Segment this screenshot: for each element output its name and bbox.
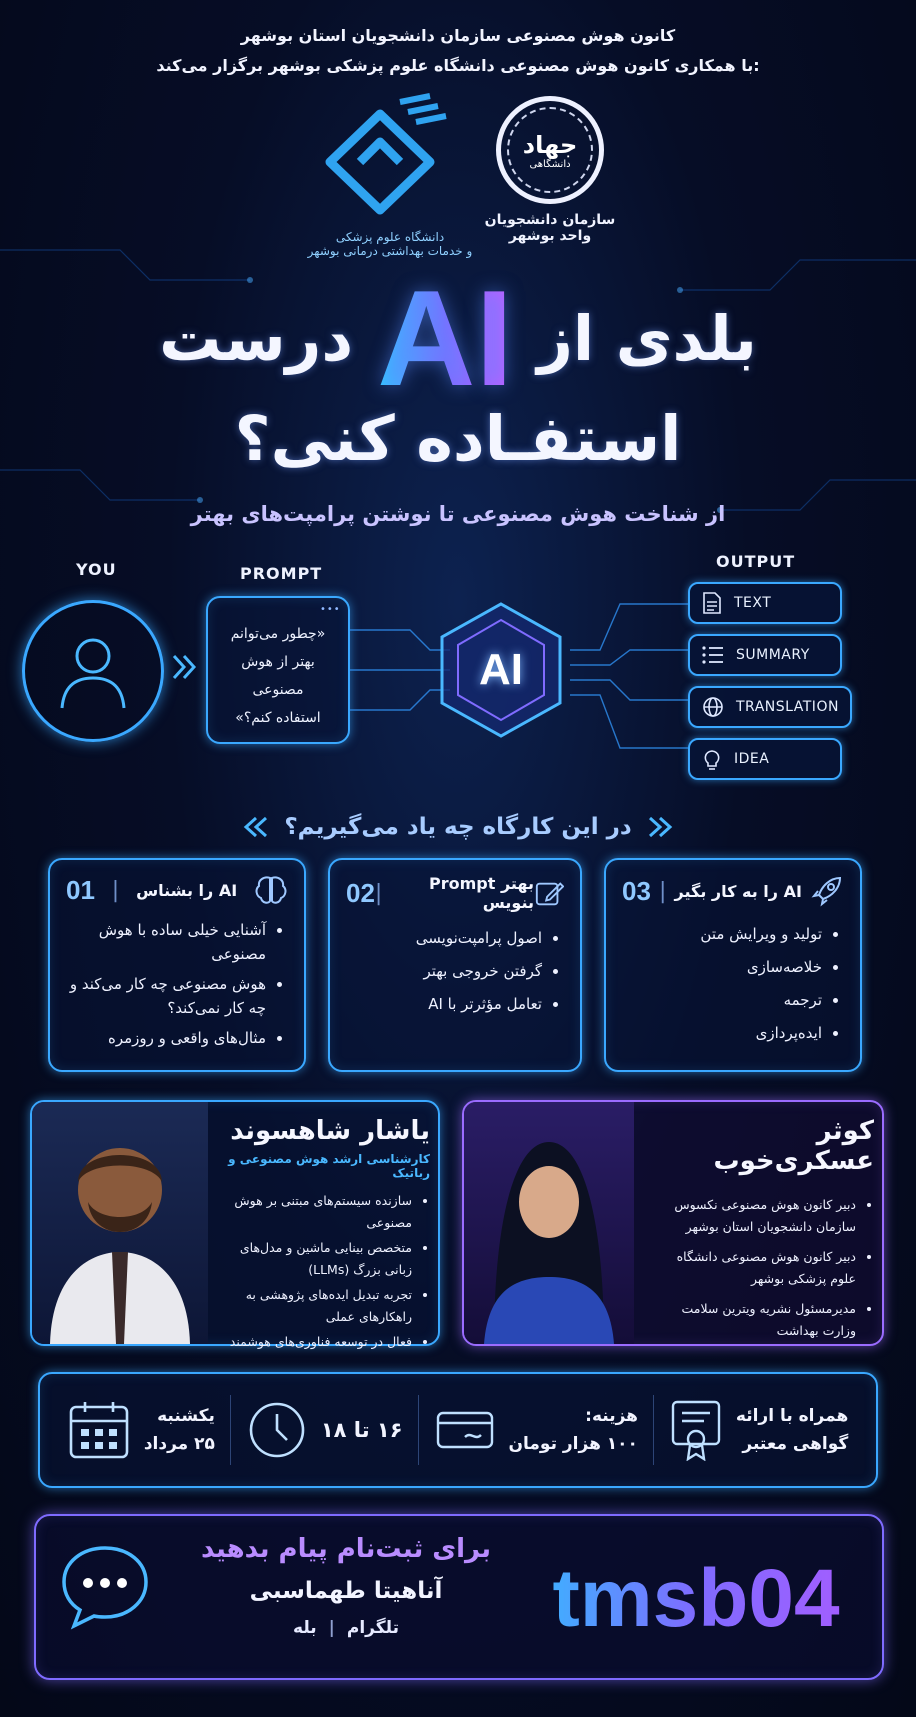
chevron-right-icon-2 bbox=[646, 816, 674, 838]
document-icon bbox=[702, 592, 722, 614]
jahad-caption-1: سازمان دانشجویان bbox=[484, 212, 616, 228]
you-avatar bbox=[22, 600, 164, 742]
person-portrait-icon-2 bbox=[464, 1102, 634, 1344]
jahad-seal-word: جهاد bbox=[522, 130, 578, 159]
clock-icon bbox=[247, 1400, 307, 1460]
title-line-2: استفـاده کنی؟ bbox=[234, 402, 682, 475]
telegram-handle[interactable]: tmsb04 bbox=[526, 1554, 866, 1644]
rocket-icon bbox=[810, 874, 844, 908]
app-telegram: تلگرام bbox=[346, 1618, 399, 1638]
speaker-left-photo bbox=[32, 1102, 208, 1344]
jahad-seal-sub: دانشگاهی bbox=[529, 158, 571, 170]
speaker-left-list: • سازنده سیستم‌های مبتنی بر هوش مصنوعی • متخصص بینایی ماشین و مدل‌های زبانی بزرگ (LLMs) • تجربه تبدیل ایده‌های پژوهشی به راهکارهای عملی • فعال در توسعه فناوری‌های هوشمند bbox=[218, 1190, 430, 1353]
prompt-text-1: «چطور می‌توانم bbox=[230, 626, 326, 642]
learn-card-03: AI را به کار بگیر | 03 • تولید و ویرایش متن • خلاصه‌سازی • ترجمه • ایده‌پردازی bbox=[604, 858, 862, 1072]
chat-bubble-icon bbox=[60, 1544, 150, 1630]
calendar-icon bbox=[68, 1399, 130, 1461]
learn-heading-row bbox=[0, 814, 916, 840]
user-icon bbox=[48, 626, 138, 716]
chevron-right-icon bbox=[170, 652, 200, 682]
info-bar bbox=[38, 1372, 878, 1488]
card-03-list: • تولید و ویرایش متن • خلاصه‌سازی • ترجمه • ایده‌پردازی bbox=[622, 922, 844, 1046]
jahad-seal-icon bbox=[496, 96, 604, 204]
output-list bbox=[688, 582, 852, 780]
app-bale: بله bbox=[293, 1618, 317, 1638]
you-label: YOU bbox=[76, 560, 117, 579]
speaker-right-photo bbox=[464, 1102, 634, 1344]
speaker-left-name: یاشار شاهسوند bbox=[230, 1116, 430, 1146]
jahad-logo bbox=[480, 96, 620, 256]
university-logo bbox=[300, 92, 480, 258]
certificate-icon bbox=[670, 1399, 722, 1461]
title-part-1: بلدی از bbox=[537, 301, 757, 375]
info-certificate: همراه با ارائه گواهی معتبر bbox=[670, 1399, 848, 1461]
output-label: OUTPUT bbox=[716, 552, 796, 571]
card-02-list: • اصول پرامپت‌نویسی • گرفتن خروجی بهتر • تعامل مؤثرتر با AI bbox=[346, 926, 564, 1017]
university-caption-1: دانشگاه علوم پزشکی bbox=[335, 230, 445, 244]
speaker-left-role: کارشناسی ارشد هوش مصنوعی و رباتیک bbox=[228, 1152, 430, 1180]
prompt-text-3: استفاده کنم؟» bbox=[235, 710, 321, 726]
speaker-card-right bbox=[462, 1100, 884, 1346]
output-summary: SUMMARY bbox=[688, 634, 842, 676]
globe-icon bbox=[702, 696, 724, 718]
header-line-1: کانون هوش مصنوعی سازمان دانشجویان استان بوشهر bbox=[240, 26, 676, 45]
ai-chip bbox=[436, 600, 566, 740]
chevron-left-icon bbox=[242, 816, 270, 838]
output-text: TEXT bbox=[688, 582, 842, 624]
card-icon bbox=[435, 1407, 495, 1453]
university-caption-2: و خدمات بهداشتی درمانی بوشهر bbox=[307, 244, 473, 258]
learn-card-01: AI را بشناس | 01 • آشنایی خیلی ساده با هوش مصنوعی • هوش مصنوعی چه کار می‌کند و چه کار نمی‌کند؟ • مثال‌های واقعی و روزمره bbox=[48, 858, 306, 1072]
main-title-row bbox=[0, 262, 916, 414]
speaker-right-name: کوثر عسکری‌خوب bbox=[713, 1116, 874, 1176]
register-person: آناهیتا طهماسبی bbox=[249, 1578, 443, 1604]
learn-card-02: بهتر Prompt بنویس | 02 • اصول پرامپت‌نویسی • گرفتن خروجی بهتر • تعامل مؤثرتر با AI bbox=[328, 858, 582, 1072]
info-fee: هزینه: ۱۰۰ هزار تومان bbox=[435, 1402, 638, 1458]
output-idea: IDEA bbox=[688, 738, 842, 780]
register-heading: برای ثبت‌نام پیام بدهید bbox=[201, 1534, 491, 1564]
register-box bbox=[34, 1514, 884, 1680]
list-icon bbox=[702, 645, 724, 665]
prompt-text-2: بهتر از هوش مصنوعی bbox=[241, 654, 315, 698]
ai-chip-label: AI bbox=[479, 645, 523, 694]
register-apps: تلگرام | بله bbox=[293, 1618, 399, 1638]
title-part-2: درست bbox=[159, 301, 354, 375]
title-ai: AI bbox=[377, 262, 514, 414]
output-translation: TRANSLATION bbox=[688, 686, 852, 728]
lightbulb-icon bbox=[702, 748, 722, 770]
header-line-2: با همکاری کانون هوش مصنوعی دانشگاه علوم پزشکی بوشهر برگزار می‌کند: bbox=[156, 56, 760, 75]
card-01-list: • آشنایی خیلی ساده با هوش مصنوعی • هوش مصنوعی چه کار می‌کند و چه کار نمی‌کند؟ • مثال‌های واقعی و روزمره bbox=[66, 918, 288, 1050]
pencil-icon bbox=[534, 877, 564, 909]
speaker-right-list: • دبیر کانون هوش مصنوعی نکسوس سازمان دانشجویان استان بوشهر • دبیر کانون هوش مصنوعی دانشگاه علوم پزشکی بوشهر • مدیرمسئول نشریه ویترین سلامت وزارت بهداشت bbox=[648, 1194, 874, 1342]
info-date: یکشنبه ۲۵ مرداد bbox=[68, 1399, 215, 1461]
subtitle: از شناخت هوش مصنوعی تا نوشتن پرامپت‌های بهتر bbox=[190, 502, 726, 526]
person-portrait-icon bbox=[32, 1102, 208, 1344]
learn-heading: در این کارگاه چه یاد می‌گیریم؟ bbox=[284, 814, 632, 840]
prompt-label: PROMPT bbox=[240, 564, 323, 583]
jahad-caption-2: واحد بوشهر bbox=[508, 228, 592, 244]
info-time: ۱۶ تا ۱۸ bbox=[247, 1400, 403, 1460]
university-emblem-icon bbox=[300, 92, 480, 222]
speaker-card-left bbox=[30, 1100, 440, 1349]
prompt-box: ••• «چطور می‌توانم بهتر از هوش مصنوعی استفاده کنم؟» bbox=[206, 596, 350, 744]
brain-icon bbox=[254, 874, 288, 906]
